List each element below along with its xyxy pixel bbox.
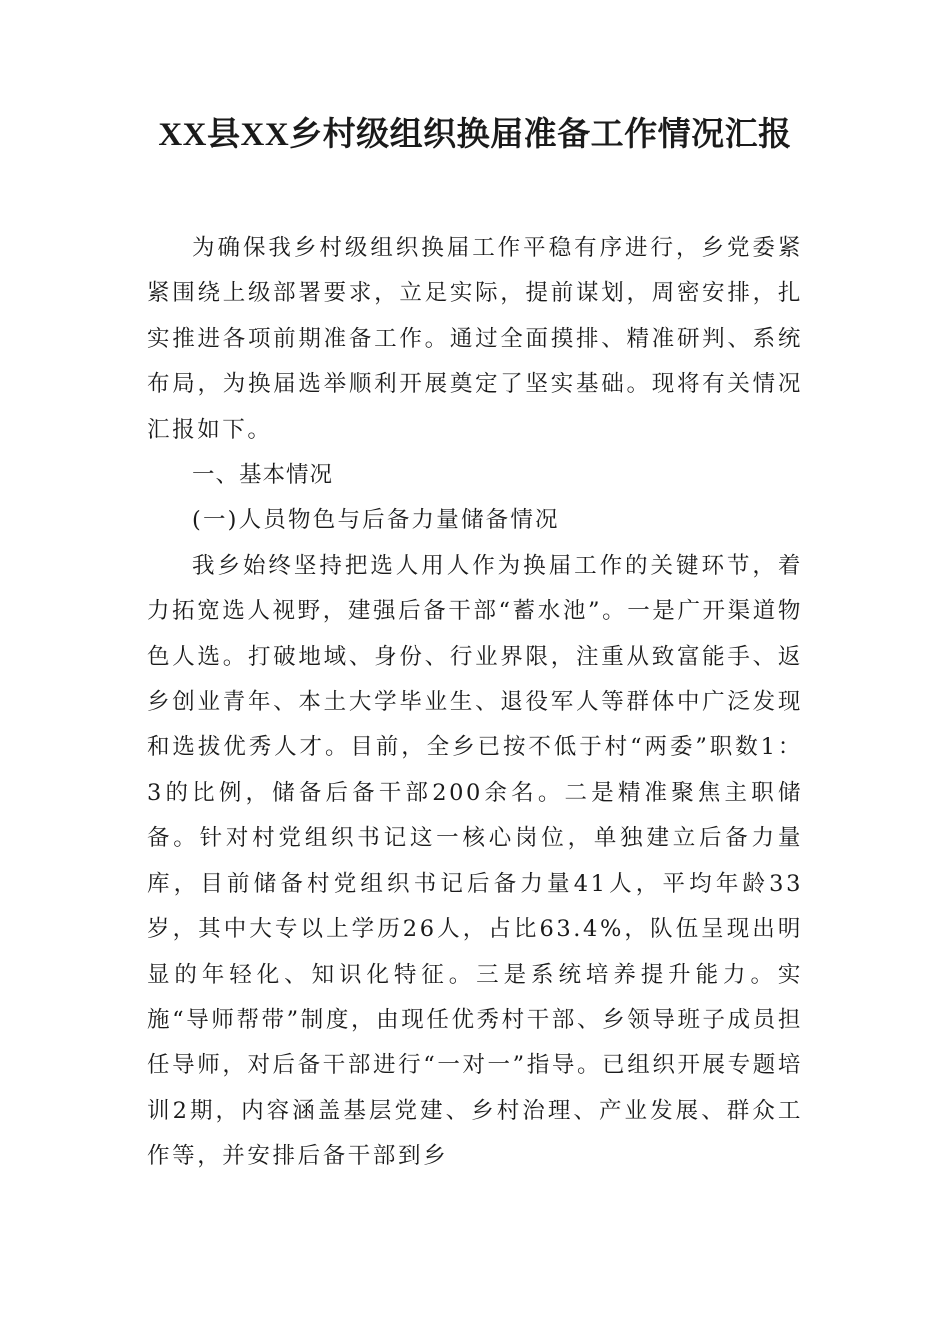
subsection-heading-personnel-reserve: (一)人员物色与后备力量储备情况 [192,507,560,534]
document-page [147,112,803,1180]
section-heading-basic-situation: 一、基本情况 [192,462,334,489]
personnel-reserve-paragraph: 我乡始终坚持把选人用人作为换届工作的关键环节，着力拓宽选人视野，建强后备干部“蓄水池”。一是广开渠道物色人选。打破地域、身份、行业界限，注重从致富能手、返乡创业青年、本土大学毕业生、退役军人等群体中广泛发现和选拔优秀人才。目前，全乡已按不低于村“两委”职数1：3的比例，储备后备干部200余名。二是精准聚焦主职储备。针对村党组织书记这一核心岗位，单独建立后备力量库，目前储备村党组织书记后备力量41人，平均年龄33岁，其中大专以上学历26人，占比63.4%，队伍呈现出明显的年轻化、知识化特征。三是系统培养提升能力。实施“导师帮带”制度，由现任优秀村干部、乡领导班子成员担任导师，对后备干部进行“一对一”指导。已组织开展专题培训2期，内容涵盖基层党建、乡村治理、产业发展、群众工作等，并安排后备干部到乡 [147,552,803,1170]
document-title: XX县XX乡村级组织换届准备工作情况汇报 [158,117,792,153]
intro-paragraph: 为确保我乡村级组织换届工作平稳有序进行，乡党委紧紧围绕上级部署要求，立足实际，提前谋划，周密安排，扎实推进各项前期准备工作。通过全面摸排、精准研判、系统布局，为换届选举顺利开展奠定了坚实基础。现将有关情况汇报如下。 [147,235,803,443]
document-body [147,226,803,1180]
